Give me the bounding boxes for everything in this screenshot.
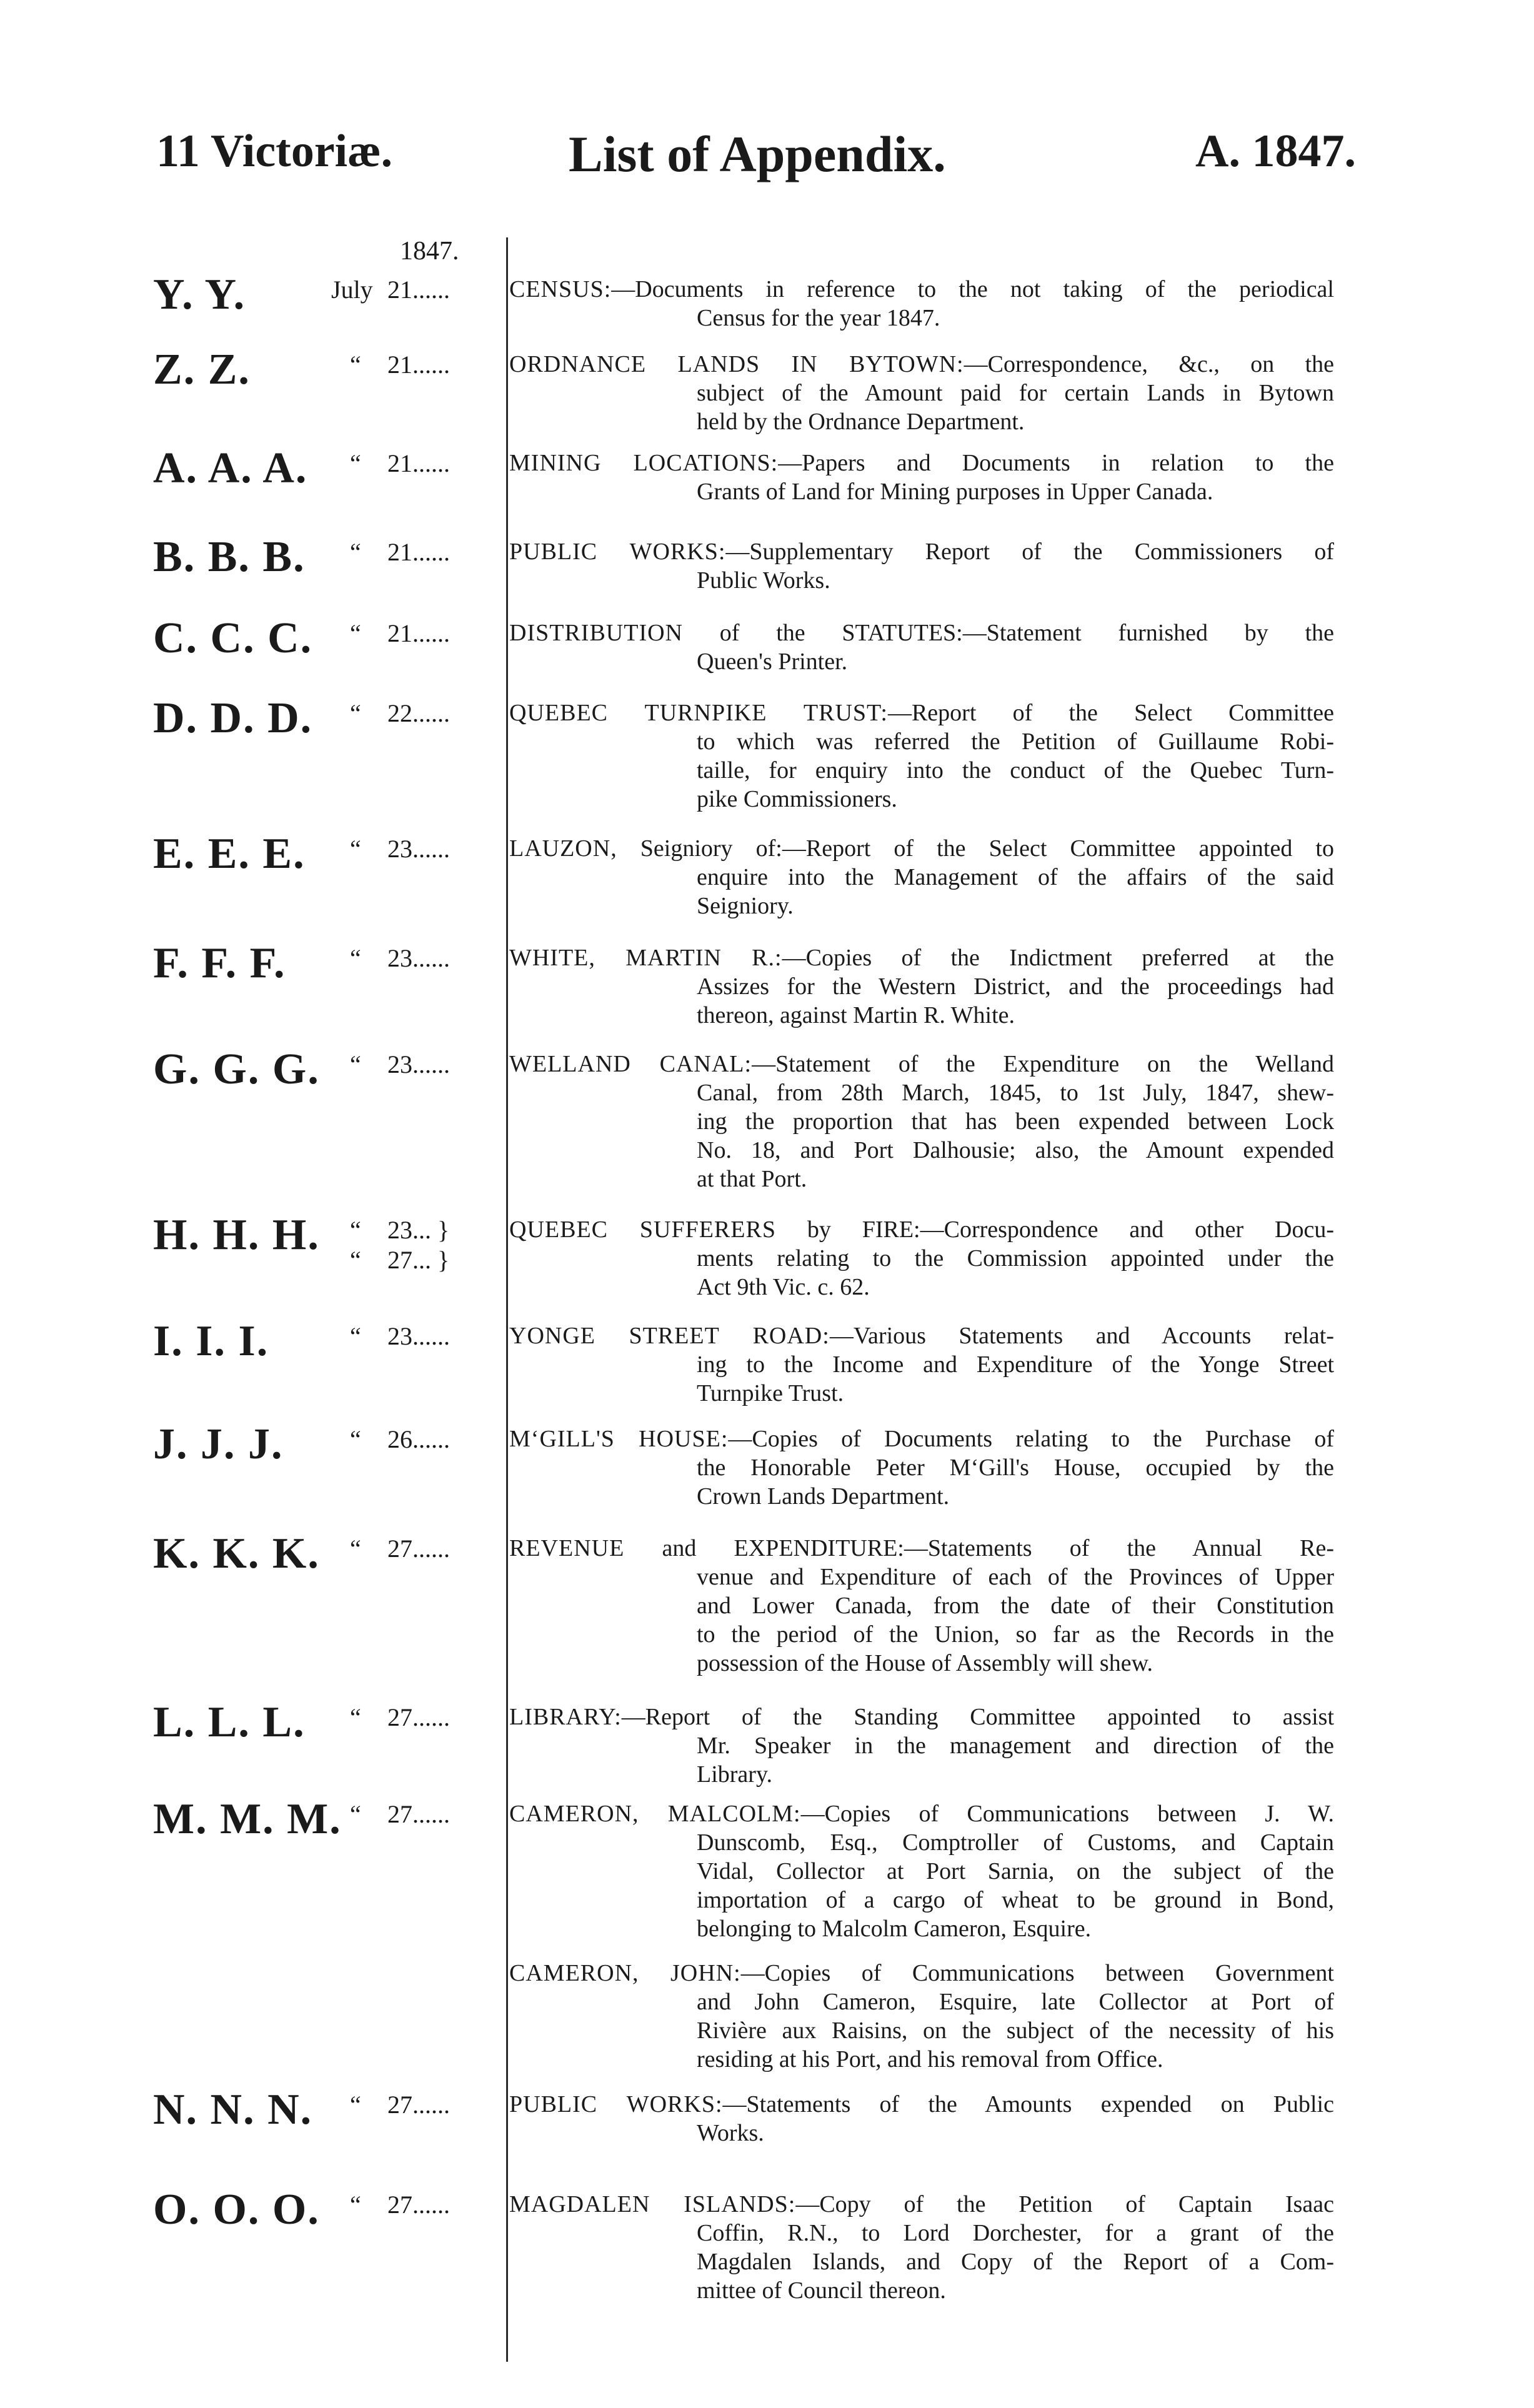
entry-description — [509, 1425, 1334, 1511]
entry-description — [509, 275, 1334, 332]
appendix-letter: D. D. D. — [153, 694, 313, 742]
entry-description — [509, 1215, 1334, 1301]
entry-day: 27...... — [387, 1703, 450, 1731]
entry-date — [331, 1050, 500, 1080]
entry-heading: WELLAND CANAL: — [509, 1051, 752, 1077]
entry-continuation-line: taille, for enquiry into the conduct of the Quebec Turn- — [697, 757, 1334, 784]
entry-continuation-line: belonging to Malcolm Cameron, Esquire. — [697, 1916, 1092, 1942]
entry-continuation-line: venue and Expenditure of each of the Provinces of Upper — [697, 1564, 1334, 1590]
entry-date — [331, 943, 500, 973]
entry-description — [509, 1703, 1334, 1789]
entry-continuation-line: Works. — [697, 2120, 764, 2146]
appendix-letter: J. J. J. — [153, 1420, 284, 1468]
entry-month: “ — [350, 351, 361, 379]
entry-first-text: —Various Statements and Accounts relat- — [829, 1323, 1335, 1349]
entry-continuation-line: importation of a cargo of wheat to be ground in Bond, — [697, 1887, 1334, 1913]
entry-first-text: —Copies of Documents relating to the Purchase of — [728, 1426, 1334, 1452]
entry-heading: QUEBEC TURNPIKE TRUST: — [509, 700, 888, 726]
entry-first-line — [509, 1425, 1334, 1453]
entry-first-line — [509, 1799, 1334, 1828]
entry-description — [509, 1959, 1334, 2074]
entry-date — [331, 350, 500, 380]
entry-continuation-line: to which was referred the Petition of Guillaume Robi- — [697, 729, 1334, 755]
entry-continuation-line: Mr. Speaker in the management and direction of the — [697, 1733, 1334, 1759]
entry-continuation-line: Canal, from 28th March, 1845, to 1st July, 1847, shew- — [697, 1080, 1334, 1106]
column-divider — [506, 237, 508, 2362]
entry-continuation-line: Coffin, R.N., to Lord Dorchester, for a grant of the — [697, 2220, 1334, 2246]
entry-heading: ORDNANCE LANDS IN BYTOWN: — [509, 351, 964, 377]
appendix-letter: O. O. O. — [153, 2186, 320, 2234]
entry-continuation-line: Public Works. — [697, 567, 830, 594]
entry-first-text: —Report of the Standing Committee appointed to assist — [621, 1704, 1334, 1730]
entry-first-text: Seigniory of:—Report of the Select Committee appointed to — [617, 835, 1334, 862]
entry-continuation-line: pike Commissioners. — [697, 786, 897, 812]
entry-description — [509, 699, 1334, 813]
entry-description — [509, 943, 1334, 1030]
entry-date — [331, 1799, 500, 1829]
appendix-letter: F. F. F. — [153, 939, 286, 987]
entry-continuation-line: Magdalen Islands, and Copy of the Report of a Com- — [697, 2249, 1334, 2275]
entry-heading: PUBLIC WORKS: — [509, 2091, 723, 2117]
appendix-letter: E. E. E. — [153, 830, 306, 878]
entry-date — [331, 1321, 500, 1351]
entry-continuation-line: Rivière aux Raisins, on the subject of the necessity of his — [697, 2017, 1334, 2044]
entry-continuation-line: and John Cameron, Esquire, late Collector at Port of — [697, 1989, 1334, 2015]
appendix-letter: B. B. B. — [153, 533, 306, 581]
entry-first-line — [509, 2190, 1334, 2219]
entry-heading: M‘GILL'S HOUSE: — [509, 1426, 729, 1452]
entry-first-text: —Correspondence, &c., on the — [964, 351, 1334, 377]
entry-first-text: by FIRE:—Correspondence and other Docu- — [775, 1216, 1335, 1243]
entry-heading: YONGE STREET ROAD: — [509, 1323, 830, 1349]
entry-heading: REVENUE — [509, 1535, 625, 1561]
entry-heading: MAGDALEN ISLANDS: — [509, 2191, 796, 2217]
entry-day: 27...... — [387, 1800, 450, 1828]
entry-day: 27...... — [387, 1535, 450, 1563]
entry-continuation-line: No. 18, and Port Dalhousie; also, the Amount expended — [697, 1137, 1334, 1163]
entry-date — [331, 1215, 500, 1275]
entry-first-text: —Report of the Select Committee — [887, 700, 1335, 726]
entry-first-line — [509, 619, 1334, 647]
entry-date — [331, 449, 500, 479]
entry-day: 23...... — [387, 1050, 450, 1078]
entry-continuation-line: Crown Lands Department. — [697, 1483, 950, 1510]
entry-description — [509, 1050, 1334, 1193]
entry-first-text: and EXPENDITURE:—Statements of the Annual Re- — [624, 1535, 1334, 1561]
entry-heading: CAMERON, MALCOLM: — [509, 1801, 801, 1827]
entry-day: 22...... — [387, 699, 450, 727]
entry-date — [331, 2090, 500, 2120]
entry-first-text: —Supplementary Report of the Commissioners of — [725, 539, 1334, 565]
appendix-letter: Y. Y. — [153, 271, 246, 319]
entry-month: “ — [350, 944, 361, 972]
entry-continuation-line: ing the proportion that has been expended between Lock — [697, 1108, 1334, 1135]
entry-first-text: —Documents in reference to the not taking of the periodical — [611, 276, 1334, 302]
entry-month: “ — [350, 1216, 361, 1244]
entry-continuation-line: Assizes for the Western District, and the proceedings had — [697, 973, 1334, 1000]
entry-day: 21...... — [387, 538, 450, 566]
entry-continuation-line: at that Port. — [697, 1166, 807, 1192]
appendix-letter: L. L. L. — [153, 1698, 306, 1746]
entry-date — [331, 834, 500, 864]
entry-day: 23...... — [387, 835, 450, 863]
entry-date — [331, 537, 500, 567]
entry-description — [509, 2190, 1334, 2305]
entry-day: 27...... — [387, 2091, 450, 2119]
entry-continuation-line: Turnpike Trust. — [697, 1380, 844, 1406]
entry-month: “ — [350, 1050, 361, 1078]
entry-date — [331, 1534, 500, 1564]
entry-heading: CENSUS: — [509, 276, 612, 302]
entry-day: 21...... — [387, 351, 450, 379]
entry-date — [331, 619, 500, 649]
entry-continuation-line: Act 9th Vic. c. 62. — [697, 1274, 870, 1300]
entry-continuation-line: ing to the Income and Expenditure of the Yonge Street — [697, 1351, 1334, 1378]
entry-day: 21...... — [387, 276, 450, 304]
entry-description — [509, 449, 1334, 506]
entry-first-text: —Papers and Documents in relation to the — [778, 450, 1334, 476]
entry-continuation-line: Vidal, Collector at Port Sarnia, on the subject of the — [697, 1858, 1334, 1884]
entry-description — [509, 1799, 1334, 1943]
appendix-letter: K. K. K. — [153, 1530, 320, 1578]
entry-day: 26...... — [387, 1425, 450, 1453]
entry-description — [509, 2090, 1334, 2147]
entry-heading: MINING LOCATIONS: — [509, 450, 779, 476]
entry-month: “ — [350, 1800, 361, 1828]
entry-description — [509, 834, 1334, 920]
entry-month: “ — [350, 619, 361, 647]
entry-month: “ — [350, 538, 361, 566]
entry-month: “ — [350, 1322, 361, 1350]
entry-continuation-line: ments relating to the Commission appointed under the — [697, 1245, 1334, 1271]
entry-day: 21...... — [387, 449, 450, 477]
appendix-letter: I. I. I. — [153, 1317, 269, 1365]
entry-continuation-line: mittee of Council thereon. — [697, 2277, 946, 2304]
entry-first-line — [509, 350, 1334, 379]
entry-first-line — [509, 1050, 1334, 1078]
entry-month: “ — [350, 2091, 361, 2119]
entry-continuation-line: held by the Ordnance Department. — [697, 409, 1025, 435]
entry-first-line — [509, 1321, 1334, 1350]
entry-first-text: —Statements of the Amounts expended on Public — [722, 2091, 1334, 2117]
entry-day: 21...... — [387, 619, 450, 647]
entry-month: “ — [350, 835, 361, 863]
entry-first-line — [509, 537, 1334, 566]
appendix-letter: Z. Z. — [153, 346, 251, 394]
entry-first-line — [509, 1703, 1334, 1731]
entry-continuation-line: the Honorable Peter M‘Gill's House, occupied by the — [697, 1455, 1334, 1481]
entry-date — [331, 2190, 500, 2220]
entry-month: “ — [350, 699, 361, 727]
appendix-letter: M. M. M. — [153, 1795, 342, 1843]
entry-month: “ — [350, 1246, 361, 1274]
entry-date — [331, 699, 500, 729]
entry-continuation-line: possession of the House of Assembly will shew. — [697, 1650, 1153, 1676]
appendix-letter: G. G. G. — [153, 1045, 320, 1093]
entry-heading: LIBRARY: — [509, 1704, 622, 1730]
entry-heading: WHITE, MARTIN R.: — [509, 945, 782, 971]
entry-month: “ — [350, 2191, 361, 2219]
entry-heading: CAMERON, JOHN: — [509, 1960, 741, 1986]
entry-continuation-line: enquire into the Management of the affairs of the said — [697, 864, 1334, 890]
entry-first-line — [509, 275, 1334, 304]
entry-first-text: —Copies of Communications between J. W. — [800, 1801, 1334, 1827]
entry-heading: QUEBEC SUFFERERS — [509, 1216, 776, 1243]
entry-date — [331, 1425, 500, 1455]
entry-day: 27... } — [387, 1246, 450, 1274]
entry-date — [331, 1959, 500, 1989]
entry-day: 27...... — [387, 2191, 450, 2219]
entry-first-line — [509, 1959, 1334, 1988]
appendix-letter: N. N. N. — [153, 2086, 313, 2134]
entry-first-text: of the STATUTES:—Statement furnished by the — [682, 620, 1334, 646]
entry-day: 23...... — [387, 944, 450, 972]
entry-first-line — [509, 449, 1334, 477]
entry-month: “ — [350, 1425, 361, 1453]
appendix-letter: C. C. C. — [153, 614, 313, 662]
entry-heading: PUBLIC WORKS: — [509, 539, 726, 565]
entry-month: July — [331, 276, 373, 304]
entry-day: 23... } — [387, 1216, 450, 1244]
appendix-letter: H. H. H. — [153, 1211, 320, 1259]
header-session: 11 Victoriæ. — [156, 126, 393, 177]
page-header — [156, 125, 1356, 194]
entry-heading: LAUZON, — [509, 835, 617, 862]
entry-first-line — [509, 2090, 1334, 2119]
entry-continuation-line: Seigniory. — [697, 893, 794, 919]
entry-description — [509, 1321, 1334, 1408]
entry-first-text: —Copies of Communications between Government — [740, 1960, 1334, 1986]
entry-continuation-line: Library. — [697, 1761, 772, 1788]
entry-continuation-line: to the period of the Union, so far as the Records in the — [697, 1621, 1334, 1648]
entry-continuation-line: Queen's Printer. — [697, 649, 848, 675]
year-label: 1847. — [400, 237, 459, 266]
entry-month: “ — [350, 1535, 361, 1563]
entry-first-text: —Copies of the Indictment preferred at the — [782, 945, 1334, 971]
entry-first-text: —Copy of the Petition of Captain Isaac — [795, 2191, 1334, 2217]
entry-first-line — [509, 1534, 1334, 1563]
entry-first-line — [509, 834, 1334, 863]
entry-first-line — [509, 699, 1334, 727]
entry-month: “ — [350, 449, 361, 477]
entry-first-line — [509, 943, 1334, 972]
entry-description — [509, 619, 1334, 676]
entry-continuation-line: thereon, against Martin R. White. — [697, 1002, 1015, 1028]
entry-date — [331, 1703, 500, 1733]
entry-heading: DISTRIBUTION — [509, 620, 683, 646]
entry-date — [331, 275, 500, 305]
entry-continuation-line: residing at his Port, and his removal from Office. — [697, 2046, 1163, 2072]
entry-first-text: —Statement of the Expenditure on the Welland — [752, 1051, 1334, 1077]
entry-description — [509, 350, 1334, 436]
page-title: List of Appendix. — [569, 126, 946, 182]
entry-month: “ — [350, 1703, 361, 1731]
entry-description — [509, 537, 1334, 595]
entry-first-line — [509, 1215, 1334, 1244]
header-year: A. 1847. — [1195, 126, 1356, 177]
entry-description — [509, 1534, 1334, 1678]
entry-day: 23...... — [387, 1322, 450, 1350]
entry-continuation-line: Dunscomb, Esq., Comptroller of Customs, and Captain — [697, 1829, 1334, 1856]
entry-continuation-line: Grants of Land for Mining purposes in Upper Canada. — [697, 479, 1213, 505]
entry-continuation-line: and Lower Canada, from the date of their Constitution — [697, 1593, 1334, 1619]
entry-continuation-line: Census for the year 1847. — [697, 305, 940, 331]
appendix-letter: A. A. A. — [153, 444, 308, 492]
entry-continuation-line: subject of the Amount paid for certain Lands in Bytown — [697, 380, 1334, 406]
